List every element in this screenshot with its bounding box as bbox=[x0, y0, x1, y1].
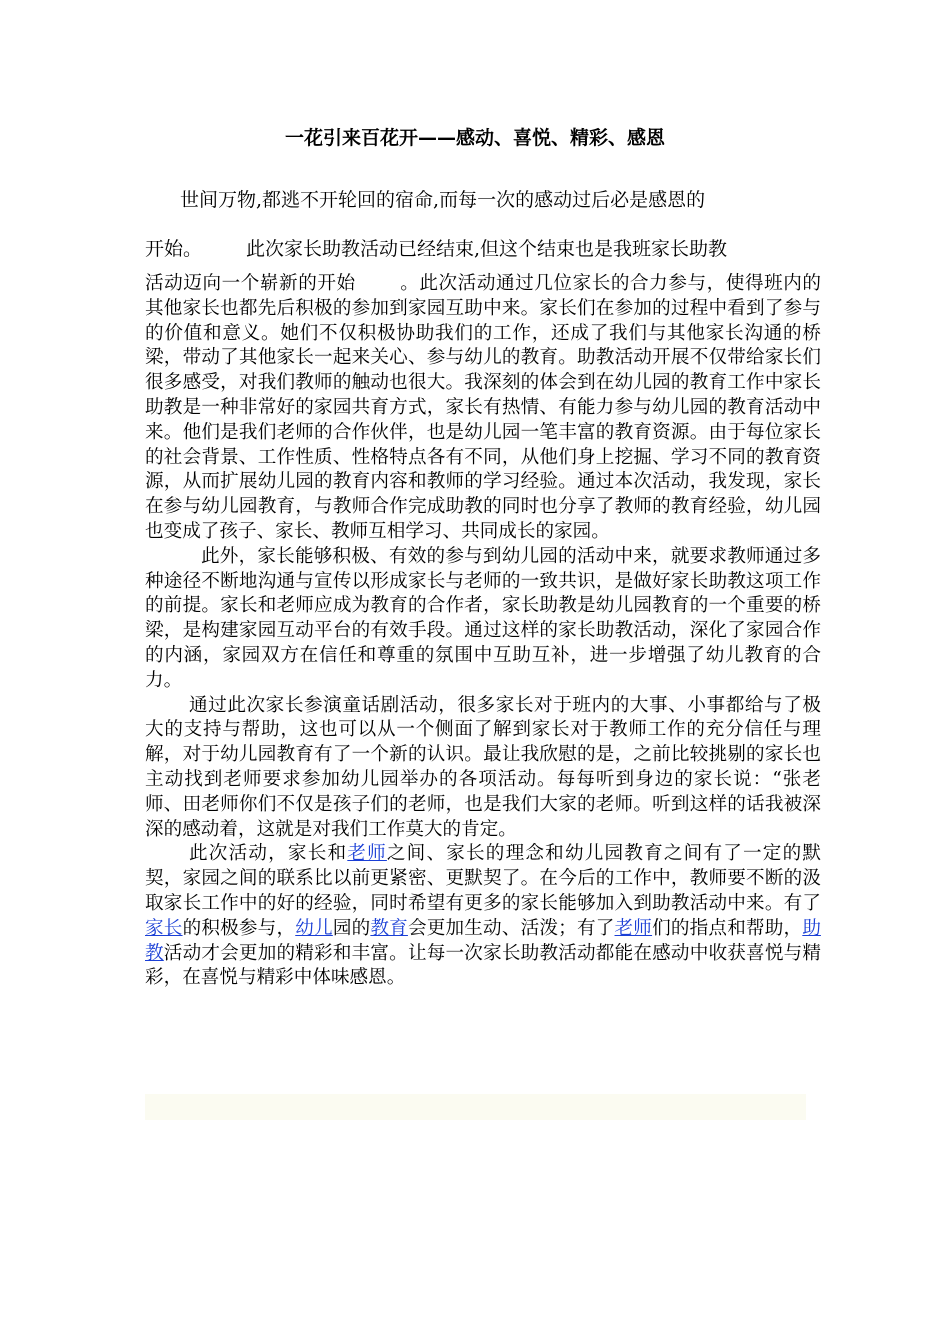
intro-line-2-end: 此次家长助教活动已经结束,但这个结束也是我班家长助教 bbox=[246, 238, 728, 260]
intro-line-2-start: 开始。 bbox=[145, 238, 203, 260]
paragraph-4 bbox=[145, 842, 821, 991]
link-parents[interactable]: 家长 bbox=[145, 917, 183, 939]
intro-line-1: 世间万物,都逃不开轮回的宿命,而每一次的感动过后必是感恩的 bbox=[180, 189, 706, 211]
document-body bbox=[145, 272, 821, 991]
paragraph-4-text: 会更加生动、活泼；有了 bbox=[407, 917, 615, 939]
paragraph-2: 此外，家长能够积极、有效的参与到幼儿园的活动中来，就要求教师通过多种途径不断地沟通与宣传以形成家长与老师的一致共识，是做好家长助教这项工作的前提。家长和老师应成为教育的合作者，家长助教是幼儿园教育的一个重要的桥梁，是构建家园互动平台的有效手段。通过这样的家长助教活动，深化了家园合作的内涵，家园双方在信任和尊重的氛围中互助互补，进一步增强了幼儿教育的合力。 bbox=[145, 545, 821, 691]
link-teaching-assistant[interactable]: 助教 bbox=[145, 917, 821, 964]
paragraph-4-text: 活动才会更加的精彩和丰富。让每一次家长助教活动都能在感动中收获喜悦与精彩，在喜悦与精彩中体味感恩。 bbox=[145, 942, 821, 989]
paragraph-1-rest: 。此次活动通过几位家长的合力参与，使得班内的其他家长也都先后积极的参加到家园互助中来。家长们在参加的过程中看到了参与的价值和意义。她们不仅积极协助我们的工作，还成了我们与其他家长沟通的桥梁，带动了其他家长一起来关心、参与幼儿的教育。助教活动开展不仅带给家长们很多感受，对我们教师的触动也很大。我深刻的体会到在幼儿园的教育工作中家长助教是一种非常好的家园共育方式，家长有热情、有能力参与幼儿园的教育活动中来。他们是我们老师的合作伙伴，也是幼儿园一笔丰富的教育资源。由于每位家长的社会背景、工作性质、性格特点各有不同，从他们身上挖掘、学习不同的教育资源，从而扩展幼儿园的教育内容和教师的学习经验。通过本次活动，我发现，家长在参与幼儿园教育，与教师合作完成助教的同时也分享了教师的教育经验，幼儿园也变成了孩子、家长、教师互相学习、共同成长的家园。 bbox=[145, 273, 821, 542]
highlight-bar bbox=[145, 1094, 806, 1120]
paragraph-4-text: 们的指点和帮助， bbox=[652, 917, 803, 939]
link-teacher-2[interactable]: 老师 bbox=[614, 917, 653, 939]
paragraph-3: 通过此次家长参演童话剧活动，很多家长对于班内的大事、小事都给与了极大的支持与帮助，这也可以从一个侧面了解到家长对于教师工作的充分信任与理解，对于幼儿园教育有了一个新的认识。最让我欣慰的是，之前比较挑剔的家长也主动找到老师要求参加幼儿园举办的各项活动。每每听到身边的家长说：“张老师、田老师你们不仅是孩子们的老师，也是我们大家的老师。听到这样的话我被深深的感动着，这就是对我们工作莫大的肯定。 bbox=[145, 694, 821, 840]
paragraph-1 bbox=[145, 272, 821, 545]
paragraph-4-text: 的积极参与， bbox=[182, 917, 296, 939]
paragraph-1-start: 活动迈向一个崭新的开始 bbox=[145, 273, 356, 294]
paragraph-4-text: 园的 bbox=[332, 917, 371, 939]
link-teacher[interactable]: 老师 bbox=[347, 843, 387, 865]
paragraph-4-text: 此次活动，家长和 bbox=[189, 843, 348, 865]
link-children[interactable]: 幼儿 bbox=[295, 917, 333, 939]
paragraph-4-text: 之间、家长的理念和幼儿园教育之间有了一定的默契，家园之间的联系比以前更紧密、更默契了。在今后的工作中，教师要不断的汲取家长工作中的好的经验，同时希望有更多的家长能够加入到助教活动中来。有了 bbox=[145, 843, 821, 914]
document-title: 一花引来百花开——感动、喜悦、精彩、感恩 bbox=[284, 127, 665, 149]
link-education[interactable]: 教育 bbox=[370, 917, 408, 939]
intro-line-2 bbox=[145, 235, 727, 263]
